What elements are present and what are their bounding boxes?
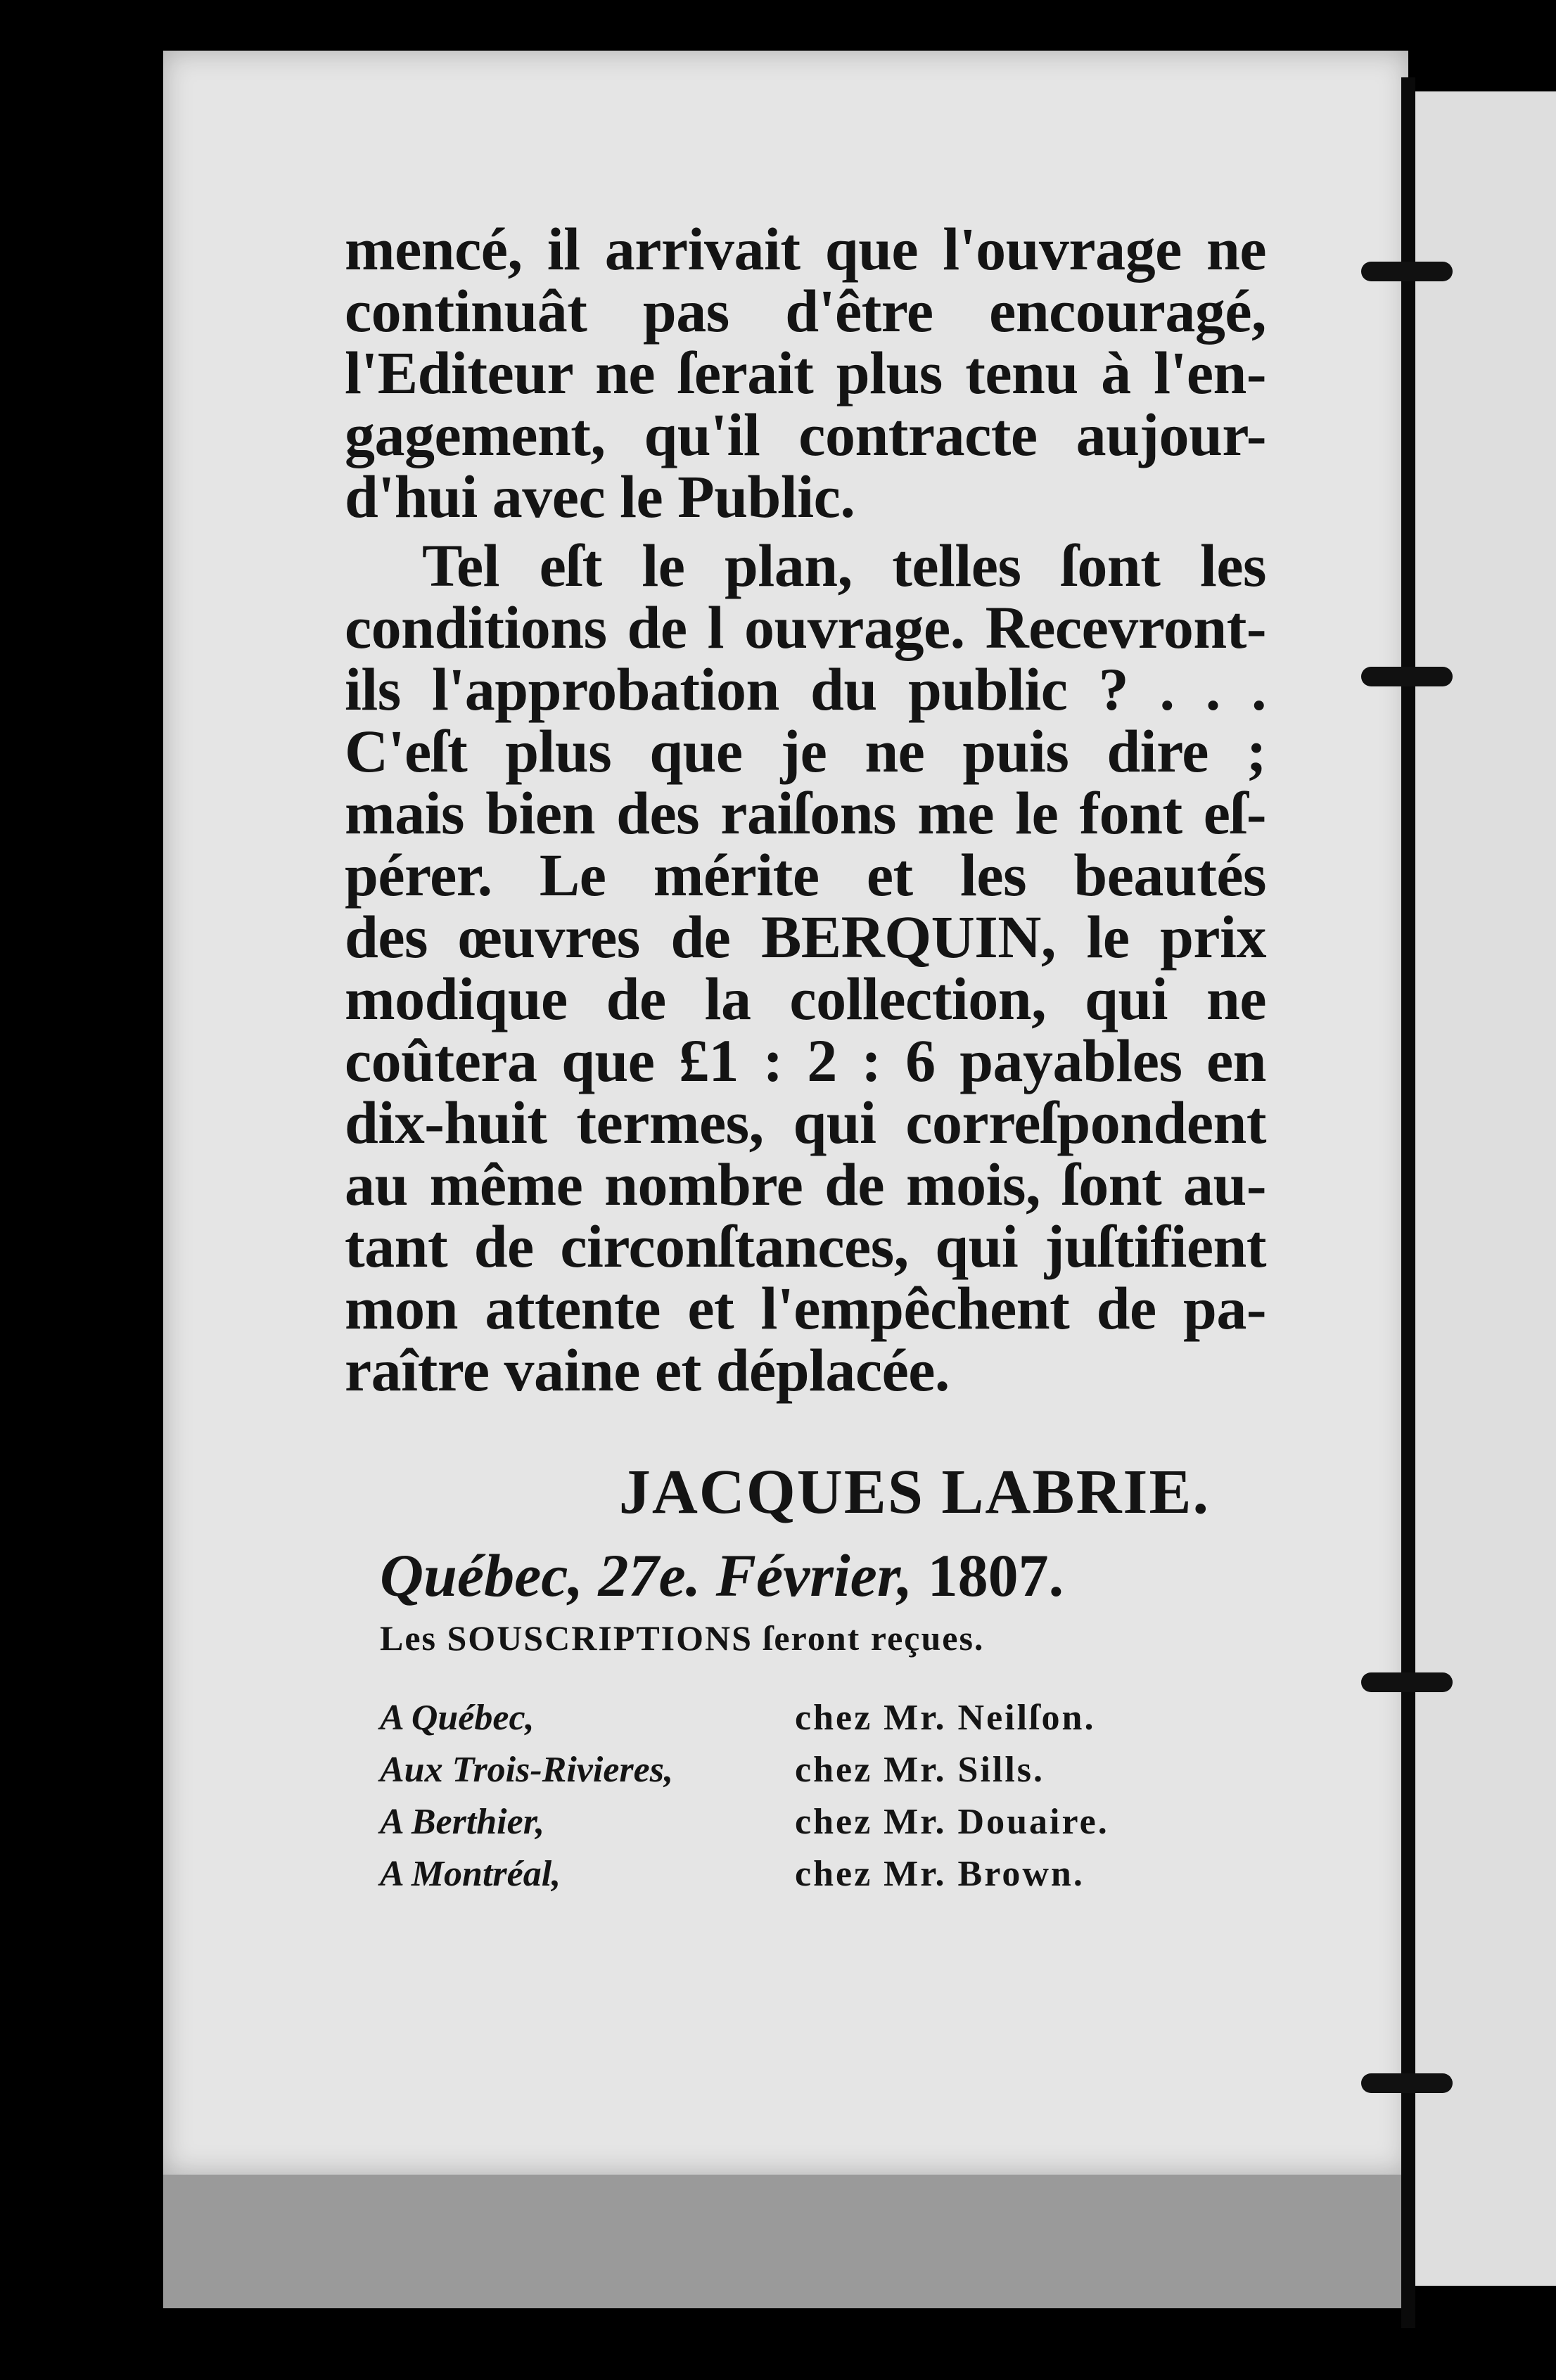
- subscription-agent: chez Mr. Neilſon.: [795, 1697, 1096, 1738]
- binding-stitch: [1361, 262, 1453, 281]
- facing-page-edge: [1415, 91, 1556, 2286]
- place-date-text: Québec, 27e. Février,: [380, 1542, 913, 1609]
- binding-stitch: [1361, 1672, 1453, 1692]
- place-date: [380, 1540, 1111, 1611]
- subscription-place: A Berthier,: [380, 1801, 545, 1842]
- text-line: tant de circonſtances, qui juſtifient: [345, 1213, 1266, 1280]
- signature: JACQUES LABRIE.: [618, 1457, 1210, 1527]
- binding-spine: [1401, 77, 1415, 2328]
- text-line: coûtera que £1 : 2 : 6 payables en: [345, 1027, 1266, 1094]
- text-line: mais bien des raiſons me le font eſ-: [345, 779, 1266, 847]
- list-item: [380, 1691, 1182, 1744]
- text-line: mon attente et l'empêchent de pa-: [345, 1274, 1266, 1342]
- binding-stitch: [1361, 667, 1453, 686]
- subscription-place: A Montréal,: [380, 1853, 561, 1894]
- text-line: pérer. Le mérite et les beautés: [345, 841, 1266, 909]
- text-line: l'Editeur ne ſerait plus tenu à l'en-: [345, 339, 1266, 407]
- list-item: [380, 1848, 1182, 1900]
- text-line: d'hui avec le Public.: [345, 463, 855, 530]
- text-line: C'eſt plus que je ne puis dire ;: [345, 717, 1266, 785]
- text-line: Tel eſt le plan, telles ſont les: [422, 532, 1266, 599]
- place-date-year: 1807.: [927, 1542, 1064, 1609]
- subscription-agent: chez Mr. Brown.: [795, 1853, 1085, 1894]
- text-line: modique de la collection, qui ne: [345, 965, 1266, 1032]
- subscription-agent: chez Mr. Douaire.: [795, 1801, 1109, 1842]
- subscription-place: Aux Trois-Rivieres,: [380, 1749, 673, 1790]
- subscription-agent: chez Mr. Sills.: [795, 1749, 1045, 1790]
- text-line: raître vaine et déplacée.: [345, 1336, 950, 1404]
- text-line: continuât pas d'être encouragé,: [345, 277, 1266, 345]
- text-line: ils l'approbation du public ? . . .: [345, 655, 1266, 723]
- text-line: gagement, qu'il contracte aujour-: [345, 401, 1266, 468]
- subscriptions-list: [380, 1691, 1182, 1900]
- binding-stitch: [1361, 2073, 1453, 2093]
- body-text: [345, 215, 1266, 1404]
- text-line: mencé, il arrivait que l'ouvrage ne: [345, 215, 1266, 283]
- subscriptions-heading: Les SOUSCRIPTIONS ſeront reçues.: [380, 1618, 985, 1658]
- page-edge-shadow: [163, 2175, 1408, 2308]
- text-line: conditions de l ouvrage. Recevront-: [345, 594, 1266, 661]
- text-line: au même nombre de mois, ſont au-: [345, 1151, 1266, 1218]
- list-item: [380, 1796, 1182, 1848]
- text-line: dix-huit termes, qui correſpondent: [345, 1089, 1266, 1156]
- text-line: des œuvres de BERQUIN, le prix: [345, 903, 1266, 971]
- list-item: [380, 1744, 1182, 1796]
- subscription-place: A Québec,: [380, 1697, 535, 1738]
